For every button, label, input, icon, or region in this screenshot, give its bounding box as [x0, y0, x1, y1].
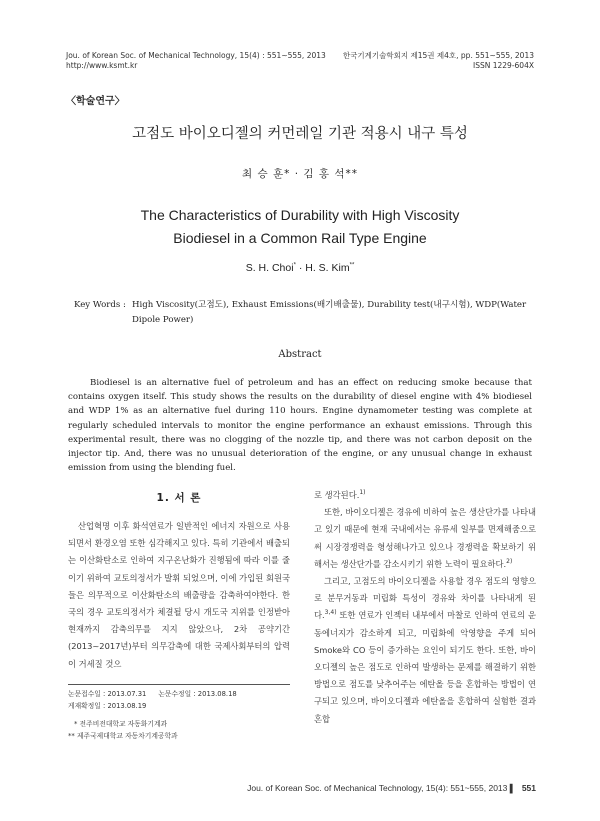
author-2: H. S. Kim	[305, 262, 350, 274]
keywords-text: High Viscosity(고점도), Exhaust Emissions(배기배출물), Durability test(내구시험), WDP(Water Dipole Power)	[132, 300, 527, 325]
title-en-line1: The Characteristics of Durability with High Viscosity	[140, 207, 460, 223]
paragraph-1-text: 또한, 바이오디젤은 경유에 비하여 높은 생산단가를 나타내고 있기 때문에 현재 국내에서는 유류세 일부를 면제해줌으로써 시장경쟁력을 형성해나가고 있으나 경쟁력을 확보하기 위해서는 생산단가를 감소시키기 위한 노력이 필요하다.	[314, 507, 536, 569]
header-url[interactable]: http://www.ksmt.kr	[66, 61, 138, 70]
paper-title-english	[0, 204, 600, 250]
continuation-text: 로 생각된다.	[314, 490, 360, 500]
footnote-dates	[68, 688, 237, 700]
paragraph-2-text-a: 그리고, 고점도의 바이오디젤을 사용할 경우 점도의 영향으로 분무거동과 미립화 특성이 경유와 차이를 나타내게 된다.	[314, 576, 536, 621]
authors-korean: 최 승 훈* · 김 홍 석**	[242, 168, 358, 180]
page-footer	[247, 783, 536, 793]
keywords-label: Key Words :	[74, 300, 126, 310]
authors-english	[0, 262, 600, 274]
footer-separator: ▌	[509, 784, 516, 793]
paper-title-korean: 고점도 바이오디젤의 커먼레일 기관 적용시 내구 특성	[132, 126, 468, 142]
footer-citation: Jou. of Korean Soc. of Mechanical Technology, 15(4): 551~555, 2013	[247, 783, 508, 793]
header-citation: Jou. of Korean Soc. of Mechanical Technology, 15(4) : 551~555, 2013	[66, 51, 326, 60]
revised-date: 논문수정일 : 2013.08.18	[158, 690, 237, 698]
journal-info-header	[343, 51, 534, 71]
footnote-divider	[68, 684, 290, 685]
section-tag: 〈학술연구〉	[66, 96, 125, 107]
footnotes	[68, 688, 237, 742]
paragraph-2-text-b: 또한 연료가 인젝터 내부에서 마찰로 인하여 연료의 운동에너지가 감소하게 되고, 미립화에 악영향을 주게 되어 Smoke와 CO 등이 증가하는 요인이 되기도 한다. 또한, 바이오디젤의 높은 점도로 인하여 발생하는 문제를 해결하기 위한 방법으로 점도를 낮추어주는 에탄올 등을 혼합하는 방법이 연구되고 있으며, 바이오디젤과 에탄올을 혼합하여 실험한 결과 혼합	[314, 610, 536, 724]
citation-ref: 3,4)	[324, 609, 337, 617]
header-korean-citation: 한국기계기술학회지 제15권 제4호, pp. 551~555, 2013	[342, 51, 534, 60]
author-1: S. H. Choi	[245, 262, 294, 274]
affiliation-2: ** 제주국제대학교 자동차기계공학과	[68, 732, 178, 740]
left-column-paragraph: 산업혁명 이후 화석연료가 일반적인 에너지 자원으로 사용되면서 환경오염 또한 심각해지고 있다. 특히 기관에서 배출되는 이산화탄소로 인하여 지구온난화가 진행됨에 따라 이를 줄이기 위하여 교토의정서가 발휘 되었으며, 이에 가입된 회원국들은 의무적으로 이산화탄소의 배출량을 감축하여야한다. 한국의 경우 교토의정서가 체결될 당시 개도국 지위를 인정받아 현재까지 감축의무를 지지 않았으나, 2차 공약기간(2013~2017년)부터 의무감축에 대한 국제사회부터의 압력이 거세질 것으	[68, 521, 290, 669]
affiliation-1: * 전주비전대학교 자동화기계과	[74, 720, 168, 728]
title-en-line2: Biodiesel in a Common Rail Type Engine	[173, 230, 427, 246]
author-1-mark: *	[293, 262, 296, 269]
journal-citation-header	[66, 51, 326, 71]
accepted-date: 게재확정일 : 2013.08.19	[68, 702, 147, 710]
page-number: 551	[521, 783, 536, 793]
header-issn: ISSN 1229-604X	[473, 61, 534, 70]
right-column	[314, 487, 536, 728]
abstract-heading: Abstract	[278, 349, 322, 360]
author-separator: ·	[295, 262, 306, 274]
received-date: 논문접수일 : 2013.07.31	[68, 690, 147, 698]
citation-ref: 2)	[506, 558, 513, 566]
abstract-body: Biodiesel is an alternative fuel of petroleum and has an effect on reducing smoke because that contains oxygen itself. This study shows the results on the durability of diesel engine with 4% biodiesel and WDP 1% as an alternative fuel during 110 hours. Engine dynamometer testing was complete at regularly scheduled intervals to monitor the engine performance an exhaust emissions. Through this experimental result, there was no clogging of the nozzle tip, and there was not carbon deposit on the injector tip. And, there was no unusual deterioration of the engine, or any unusual change in exhaust emission from using the blending fuel.	[68, 378, 532, 474]
section-heading-introduction: 1. 서 론	[156, 492, 202, 504]
right-column-paragraph-1	[314, 504, 536, 573]
author-2-mark: **	[349, 262, 355, 269]
right-column-continuation	[314, 487, 536, 504]
right-column-paragraph-2	[314, 573, 536, 728]
citation-ref: 1)	[359, 489, 366, 497]
